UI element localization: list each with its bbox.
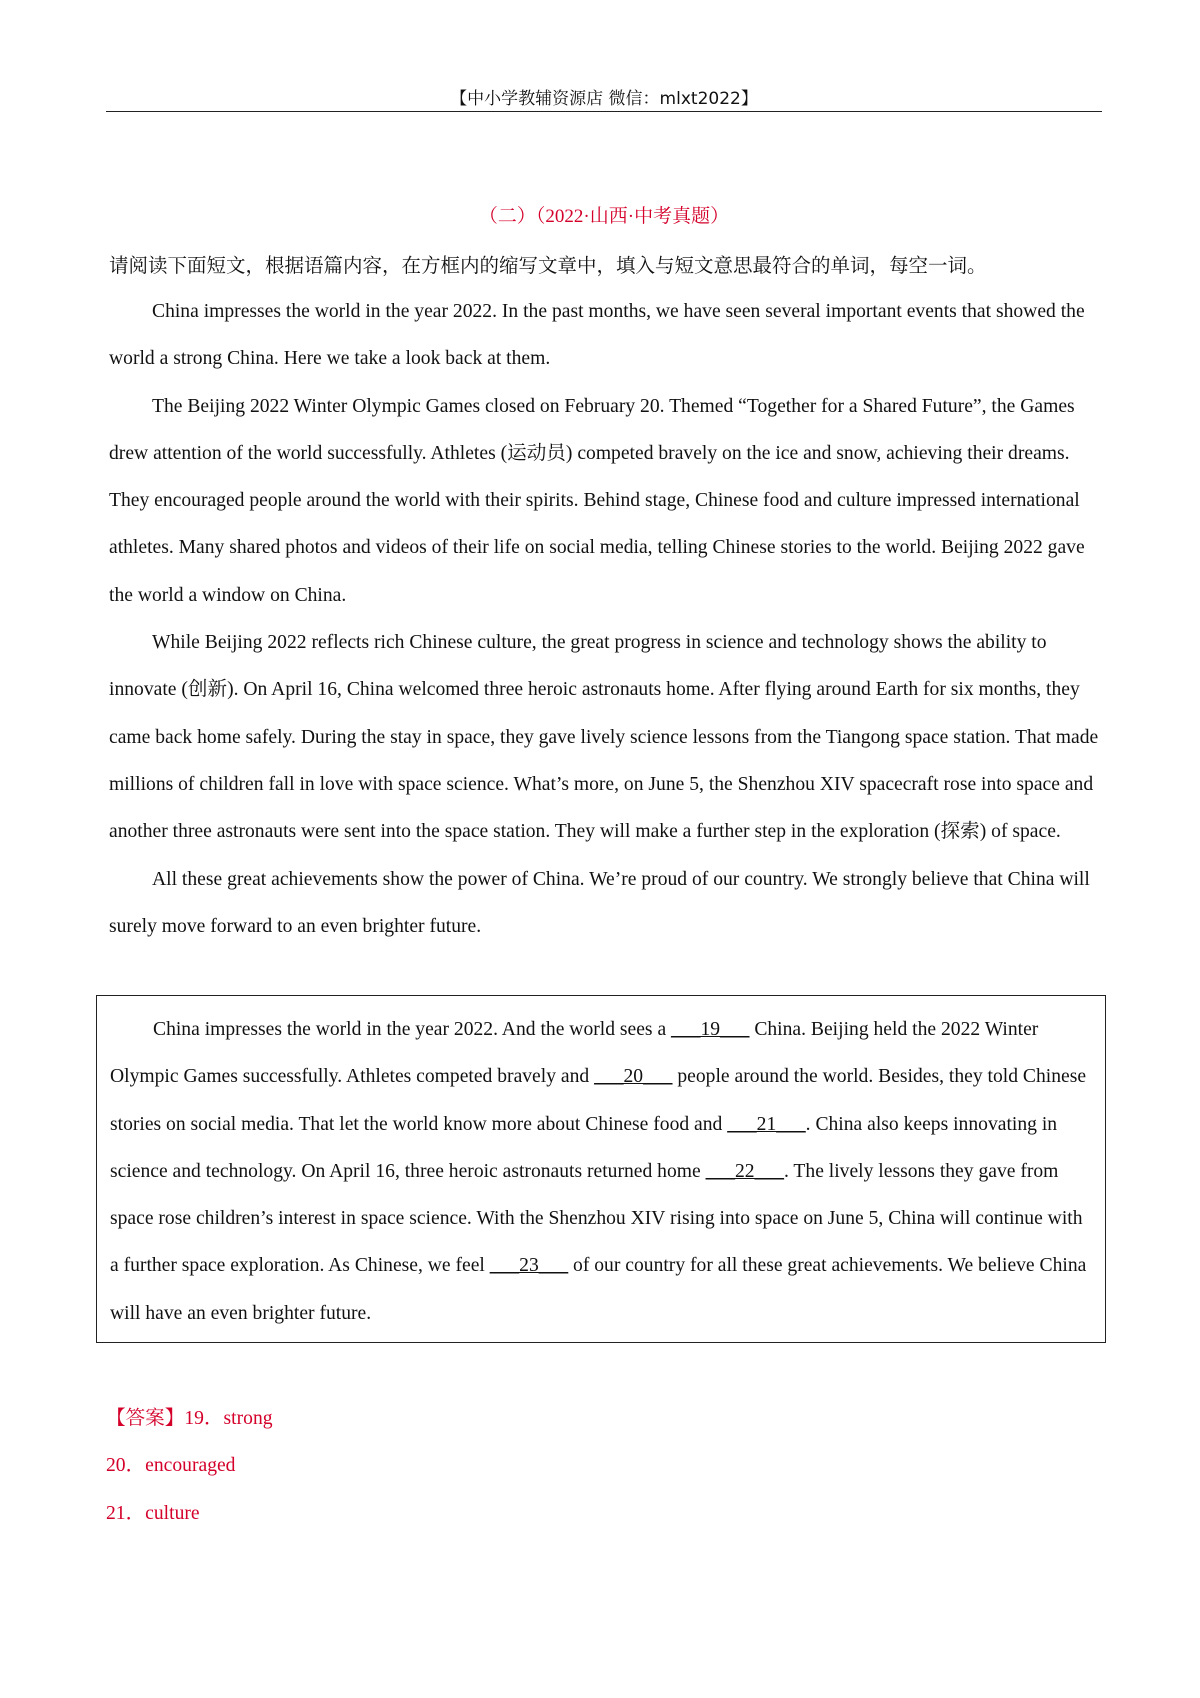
- summary-segment: . China also keeps innovating in science and technology. On April 16, three heroic astronauts returned home: [110, 1113, 1058, 1182]
- page-header: 【中小学教辅资源店 微信：mlxt2022】: [450, 89, 758, 109]
- section-title: （二）（2022·山西·中考真题）: [478, 206, 730, 227]
- answer-21: 21．culture: [106, 1502, 200, 1524]
- summary-segment: China. Beijing held the 2022 Winter Olympic Games successfully. Athletes competed bravely and: [110, 1019, 1039, 1088]
- answer-20: 20．encouraged: [106, 1455, 236, 1477]
- answer-19: 【答案】19．strong: [106, 1408, 273, 1429]
- passage-paragraph-3: While Beijing 2022 reflects rich Chinese culture, the great progress in science and technology shows the ability to innovate (创新). On April 16, China welcomed three heroic astronauts home. After flying around Earth for six months, they came back home safely. During the stay in space, they gave lively science lessons from the Tiangong space station. That made millions of children fall in love with space science. What’s more, on June 5, the Shenzhou XIV spacecraft rose into space and another three astronauts were sent into the space station. They will make a further step in the exploration (探索) of space.: [109, 632, 1099, 843]
- instruction-text: 请阅读下面短文，根据语篇内容，在方框内的缩写文章中，填入与短文意思最符合的单词，每空一词。: [109, 256, 987, 277]
- summary-segment: of our country for all these great achievements. We believe China will have an even brighter future.: [110, 1255, 1087, 1324]
- summary-segment: China impresses the world in the year 2022. And the world sees a: [153, 1019, 672, 1040]
- passage-paragraph-4: All these great achievements show the power of China. We’re proud of our country. We strongly believe that China will surely move forward to an even brighter future.: [109, 868, 1090, 937]
- reading-passage: [109, 288, 1099, 950]
- summary-box: [96, 995, 1106, 1343]
- blank-23[interactable]: ___23___: [489, 1255, 569, 1277]
- header-divider: [106, 111, 1102, 112]
- summary-segment: . The lively lessons they gave from space rose children’s interest in space science. With the Shenzhou XIV rising into space on June 5, China will continue with a further space exploration. As Chinese, we feel: [110, 1160, 1083, 1277]
- answer-section: [106, 1395, 273, 1537]
- blank-21[interactable]: ___21___: [727, 1113, 806, 1135]
- blank-22[interactable]: ___22___: [705, 1160, 784, 1182]
- blank-20[interactable]: ___20___: [594, 1066, 673, 1088]
- passage-paragraph-2: The Beijing 2022 Winter Olympic Games closed on February 20. Themed “Together for a Shared Future”, the Games drew attention of the world successfully. Athletes (运动员) competed bravely on the ice and snow, achieving their dreams. They encouraged people around the world with their spirits. Behind stage, Chinese food and culture impressed international athletes. Many shared photos and videos of their life on social media, telling Chinese stories to the world. Beijing 2022 gave the world a window on China.: [109, 395, 1085, 606]
- summary-segment: people around the world. Besides, they told Chinese stories on social media. That let the world know more about Chinese food and: [110, 1066, 1087, 1135]
- blank-19[interactable]: ___19___: [671, 1019, 750, 1040]
- passage-paragraph-1: China impresses the world in the year 2022. In the past months, we have seen several important events that showed the world a strong China. Here we take a look back at them.: [109, 301, 1085, 370]
- summary-text: [110, 1006, 1096, 1337]
